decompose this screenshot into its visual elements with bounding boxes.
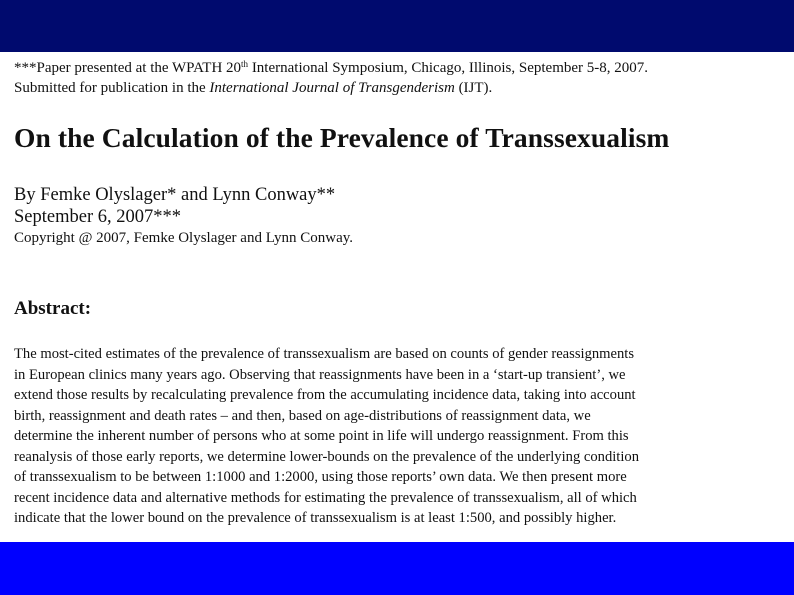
abstract-heading: Abstract:	[14, 298, 92, 319]
paper-page	[0, 52, 794, 542]
abstract-line: extend those results by recalculating prevalence from the accumulating incidence data, taking into account	[14, 387, 636, 403]
submission-note-line	[14, 78, 648, 98]
presentation-note-line	[14, 58, 648, 78]
abstract-line: of transsexualism to be between 1:1000 and 1:2000, using those reports’ own data. We then present more	[14, 469, 627, 485]
slide-top-bar	[0, 0, 794, 52]
abstract-line: reanalysis of those early reports, we determine lower-bounds on the prevalence of the underlying condition	[14, 448, 640, 465]
abstract-line: recent incidence data and alternative methods for estimating the prevalence of transsexualism, all of which	[14, 489, 637, 506]
note-text: International Symposium, Chicago, Illinois, September 5-8, 2007.	[248, 60, 649, 76]
byline: By Femke Olyslager* and Lynn Conway**	[14, 185, 336, 205]
note-text: ***Paper presented at the WPATH 20	[14, 60, 242, 76]
slide-bottom-bar	[0, 542, 794, 595]
copyright-notice: Copyright @ 2007, Femke Olyslager and Lynn Conway.	[14, 230, 354, 246]
presentation-note	[14, 58, 648, 98]
abstract-line: determine the inherent number of persons who at some point in life will undergo reassignment. From this	[14, 428, 629, 444]
paper-title: On the Calculation of the Prevalence of Transsexualism	[14, 122, 670, 153]
abstract-line: indicate that the lower bound on the prevalence of transsexualism is at least 1:500, and possibly higher.	[14, 510, 617, 526]
journal-name: International Journal of Transgenderism	[209, 80, 455, 96]
abstract-line: The most-cited estimates of the prevalence of transsexualism are based on counts of gender reassignments	[14, 346, 635, 362]
author-block	[14, 184, 335, 228]
abstract-line: in European clinics many years ago. Observing that reassignments have been in a ‘start-up transient’, we	[14, 366, 626, 383]
note-superscript: th	[241, 59, 249, 69]
paper-date: September 6, 2007***	[14, 207, 181, 227]
note-text: Submitted for publication in the	[14, 80, 210, 96]
abstract-body	[14, 344, 784, 529]
abstract-line: birth, reassignment and death rates – and then, based on age-distributions of reassignment data, we	[14, 407, 591, 424]
note-text: (IJT).	[454, 80, 493, 96]
